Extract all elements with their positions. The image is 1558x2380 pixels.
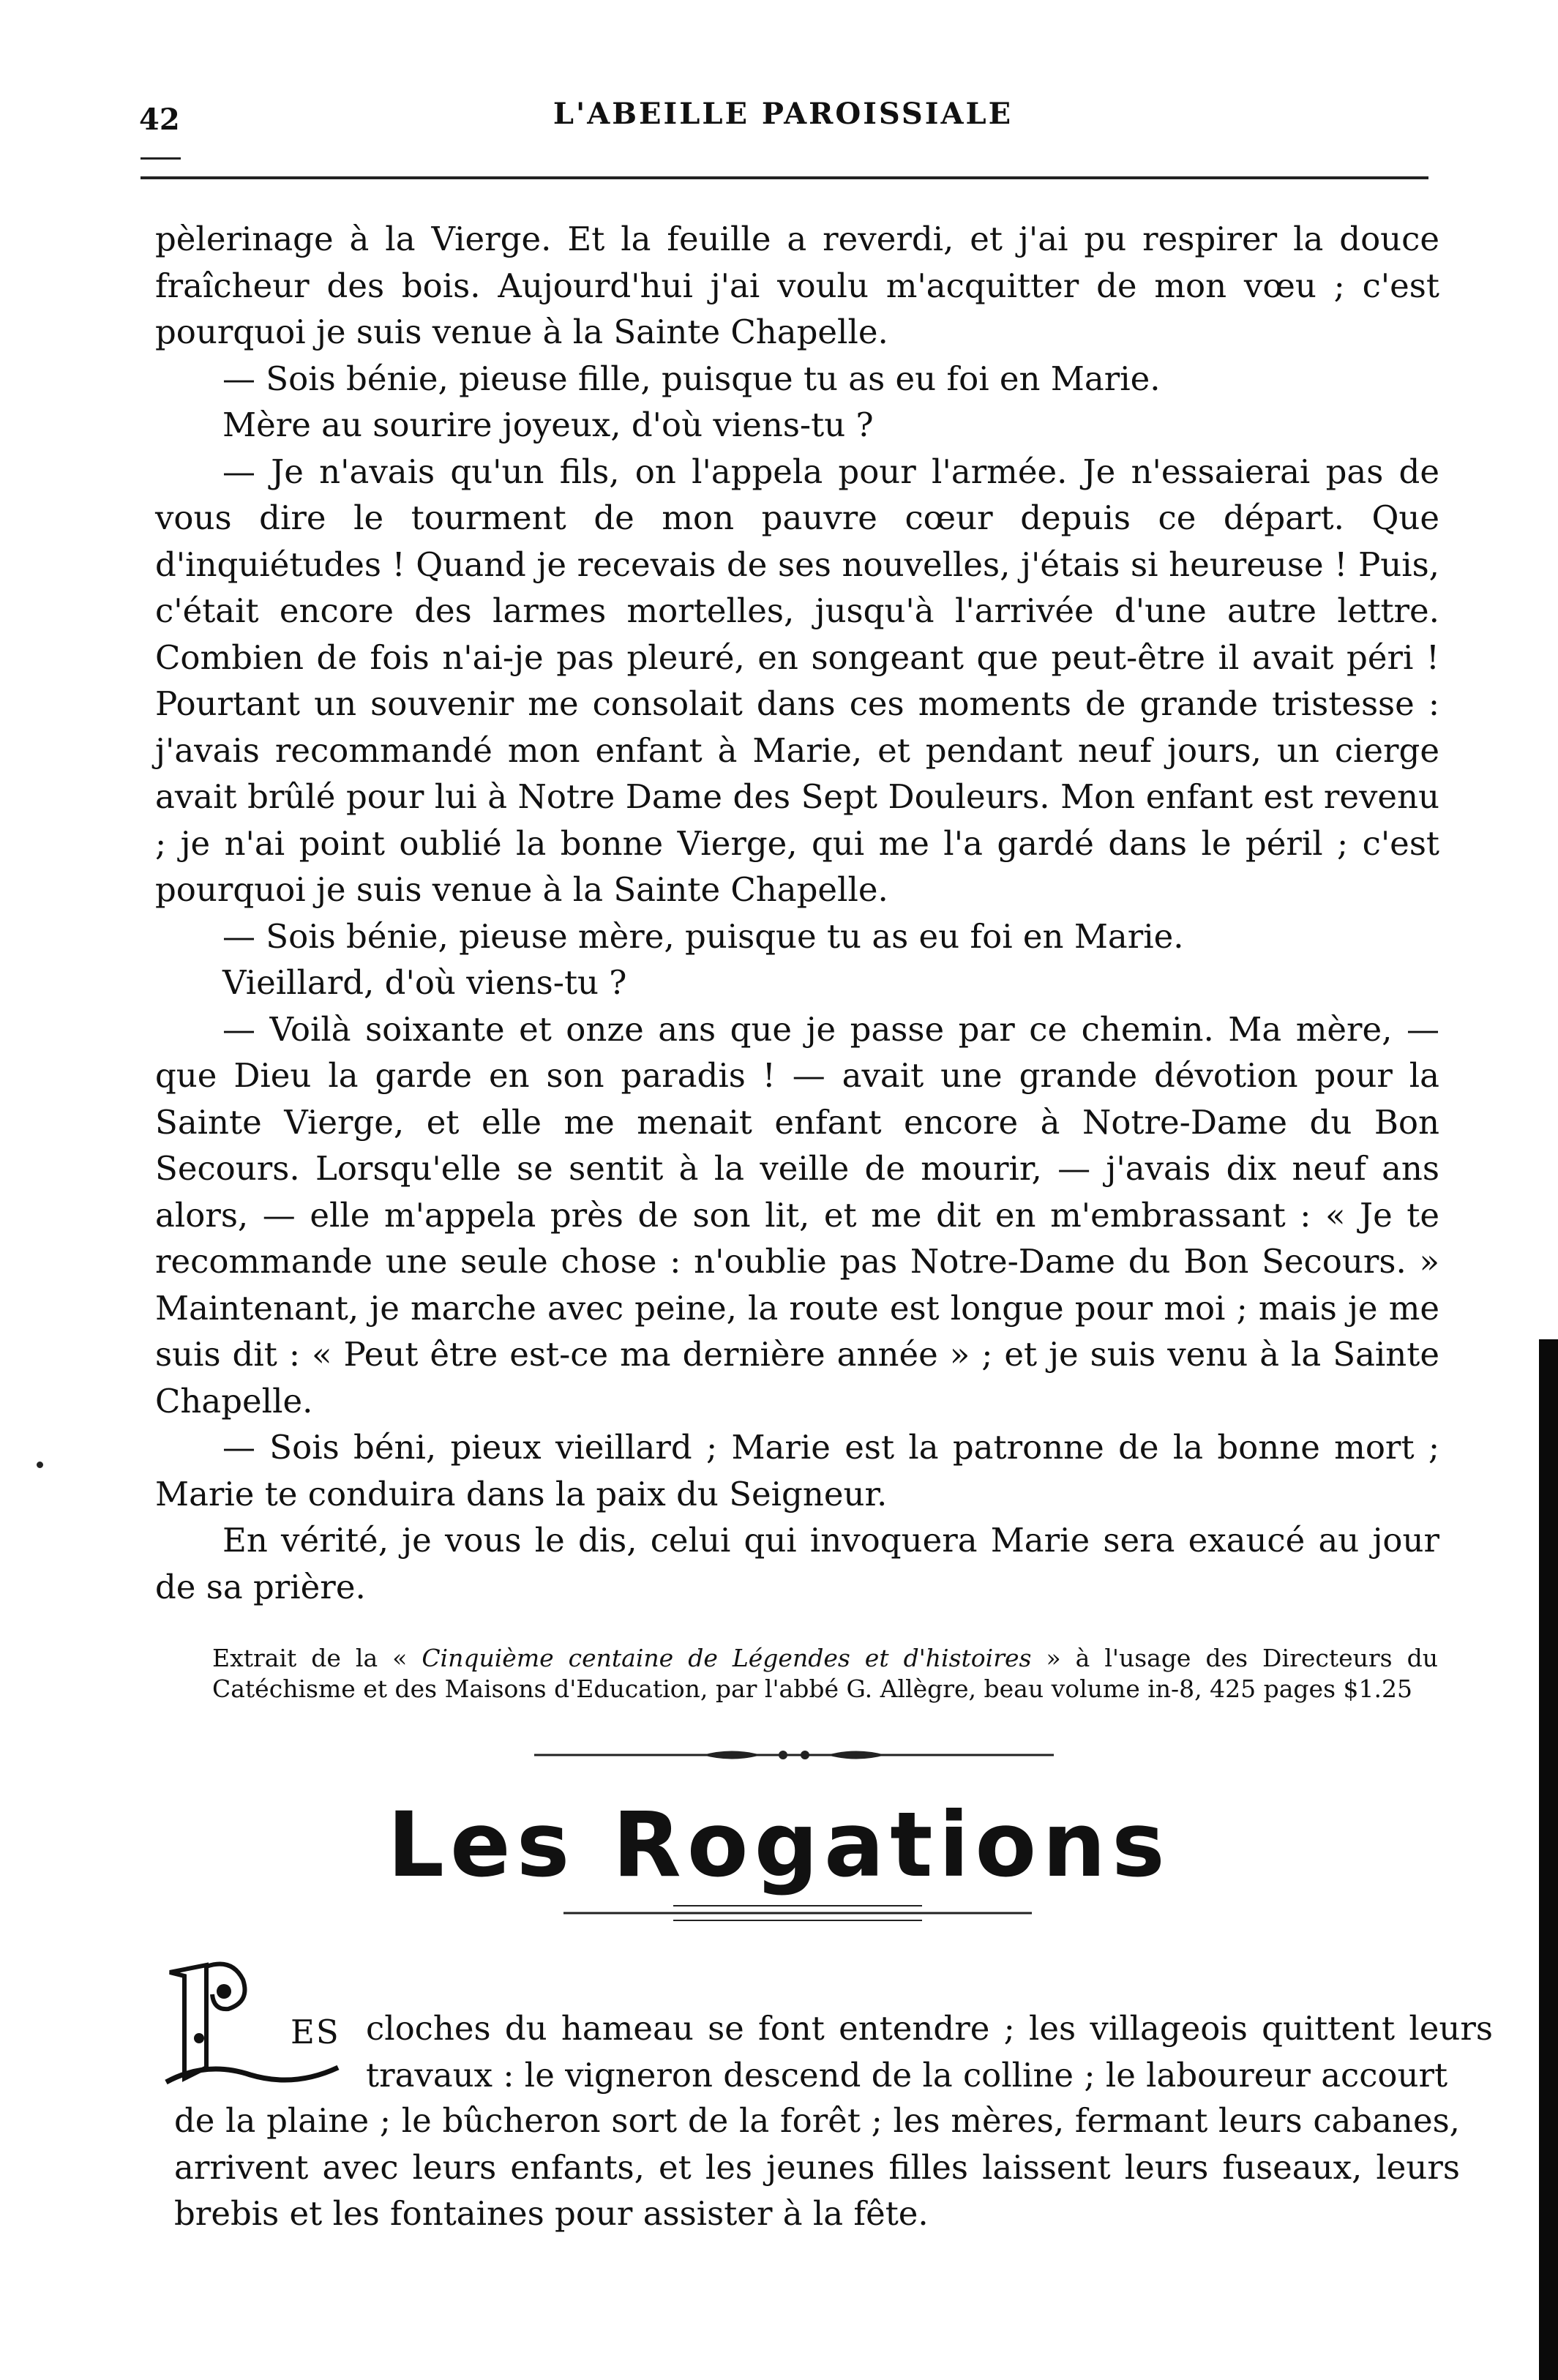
drop-cap-continuation: ES [291,2013,340,2051]
source-footnote [212,1643,1438,1704]
ornamental-divider [534,1744,1054,1766]
header-short-rule [141,157,181,160]
paragraph-7: — Voilà soixante et onze ans que je passe par ce chemin. Ma mère, — que Dieu la garde en son paradis ! — avait une grande dévotion pour la Sainte Vierge, et elle me menait enfant encore à Notre-Dame du Bon Secours. Lorsqu'elle se sentit à la veille de mourir, — j'avais dix neuf ans alors, — elle m'appela près de son lit, et me dit en m'embrassant : « Je te recommande une seule chose : n'oublie pas Notre-Dame du Bon Secours. » Maintenant, je marche avec peine, la route est longue pour moi ; mais je me suis dit : « Peut être est-ce ma dernière année » ; et je suis venu à la Sainte Chapelle. [155,1009,1439,1421]
scan-edge-shadow [1539,1339,1558,2380]
page-number: 42 [139,102,180,137]
paragraph-6: Vieillard, d'où viens-tu ? [222,963,627,1002]
paragraph-3: Mère au sourire joyeux, d'où viens-tu ? [222,405,874,444]
running-title: L'ABEILLE PAROISSIALE [553,97,1014,131]
title-double-rule [563,1903,1032,1925]
footnote-book-title: Cinquième centaine de Légendes et d'histoires [422,1644,1032,1672]
footnote-prefix: Extrait de la « [212,1644,422,1672]
paragraph-2: — Sois bénie, pieuse fille, puisque tu as eu foi en Marie. [222,359,1161,398]
footnote-suffix: » à l'usage des Directeurs du Catéchisme et des Maisons d'Education, par l'abbé G. Allègre, beau volume in-8, 425 pages $1.25 [212,1644,1438,1703]
paragraph-8: — Sois béni, pieux vieillard ; Marie est la patronne de la bonne mort ; Marie te conduira dans la paix du Seigneur. [155,1428,1439,1513]
section-title: Les Rogations [387,1793,1171,1897]
header-rule [141,176,1428,179]
paragraph-9: En vérité, je vous le dis, celui qui invoquera Marie sera exaucé au jour de sa prière. [155,1521,1439,1606]
paragraph-4: — Je n'avais qu'un fils, on l'appela pour l'armée. Je n'essaierai pas de vous dire le tourment de mon pauvre cœur depuis ce départ. Que d'inquiétudes ! Quand je recevais de ses nouvelles, j'étais si heureuse ! Puis, c'était encore des larmes mortelles, jusqu'à l'arrivée d'une autre lettre. Combien de fois n'ai-je pas pleuré, en songeant que peut-être il avait péri ! Pourtant un souvenir me consolait dans ces moments de grande tristesse : j'avais recommandé mon enfant à Marie, et pendant neuf jours, un cierge avait brûlé pour lui à Notre Dame des Sept Douleurs. Mon enfant est revenu ; je n'ai point oublié la bonne Vierge, qui me l'a gardé dans le péril ; c'est pourquoi je suis venue à la Sainte Chapelle. [155,452,1439,909]
rogations-first-lines: cloches du hameau se font entendre ; les villageois quittent leurs travaux : le vigneron descend de la colline ; le laboureur accourt [366,2009,1493,2095]
rogations-continuation: de la plaine ; le bûcheron sort de la forêt ; les mères, fermant leurs cabanes, arrivent avec leurs enfants, et les jeunes filles laissent leurs fuseaux, leurs brebis et les fontaines pour assister à la fête. [174,2101,1460,2233]
paragraph-5: — Sois bénie, pieuse mère, puisque tu as eu foi en Marie. [222,916,1184,956]
body-text [155,216,1439,1610]
paragraph-1: pèlerinage à la Vierge. Et la feuille a reverdi, et j'ai pu respirer la douce fraîcheur des bois. Aujourd'hui j'ai voulu m'acquitter de mon vœu ; c'est pourquoi je suis venue à la Sainte Chapelle. [155,220,1439,351]
scan-speck [37,1462,43,1468]
